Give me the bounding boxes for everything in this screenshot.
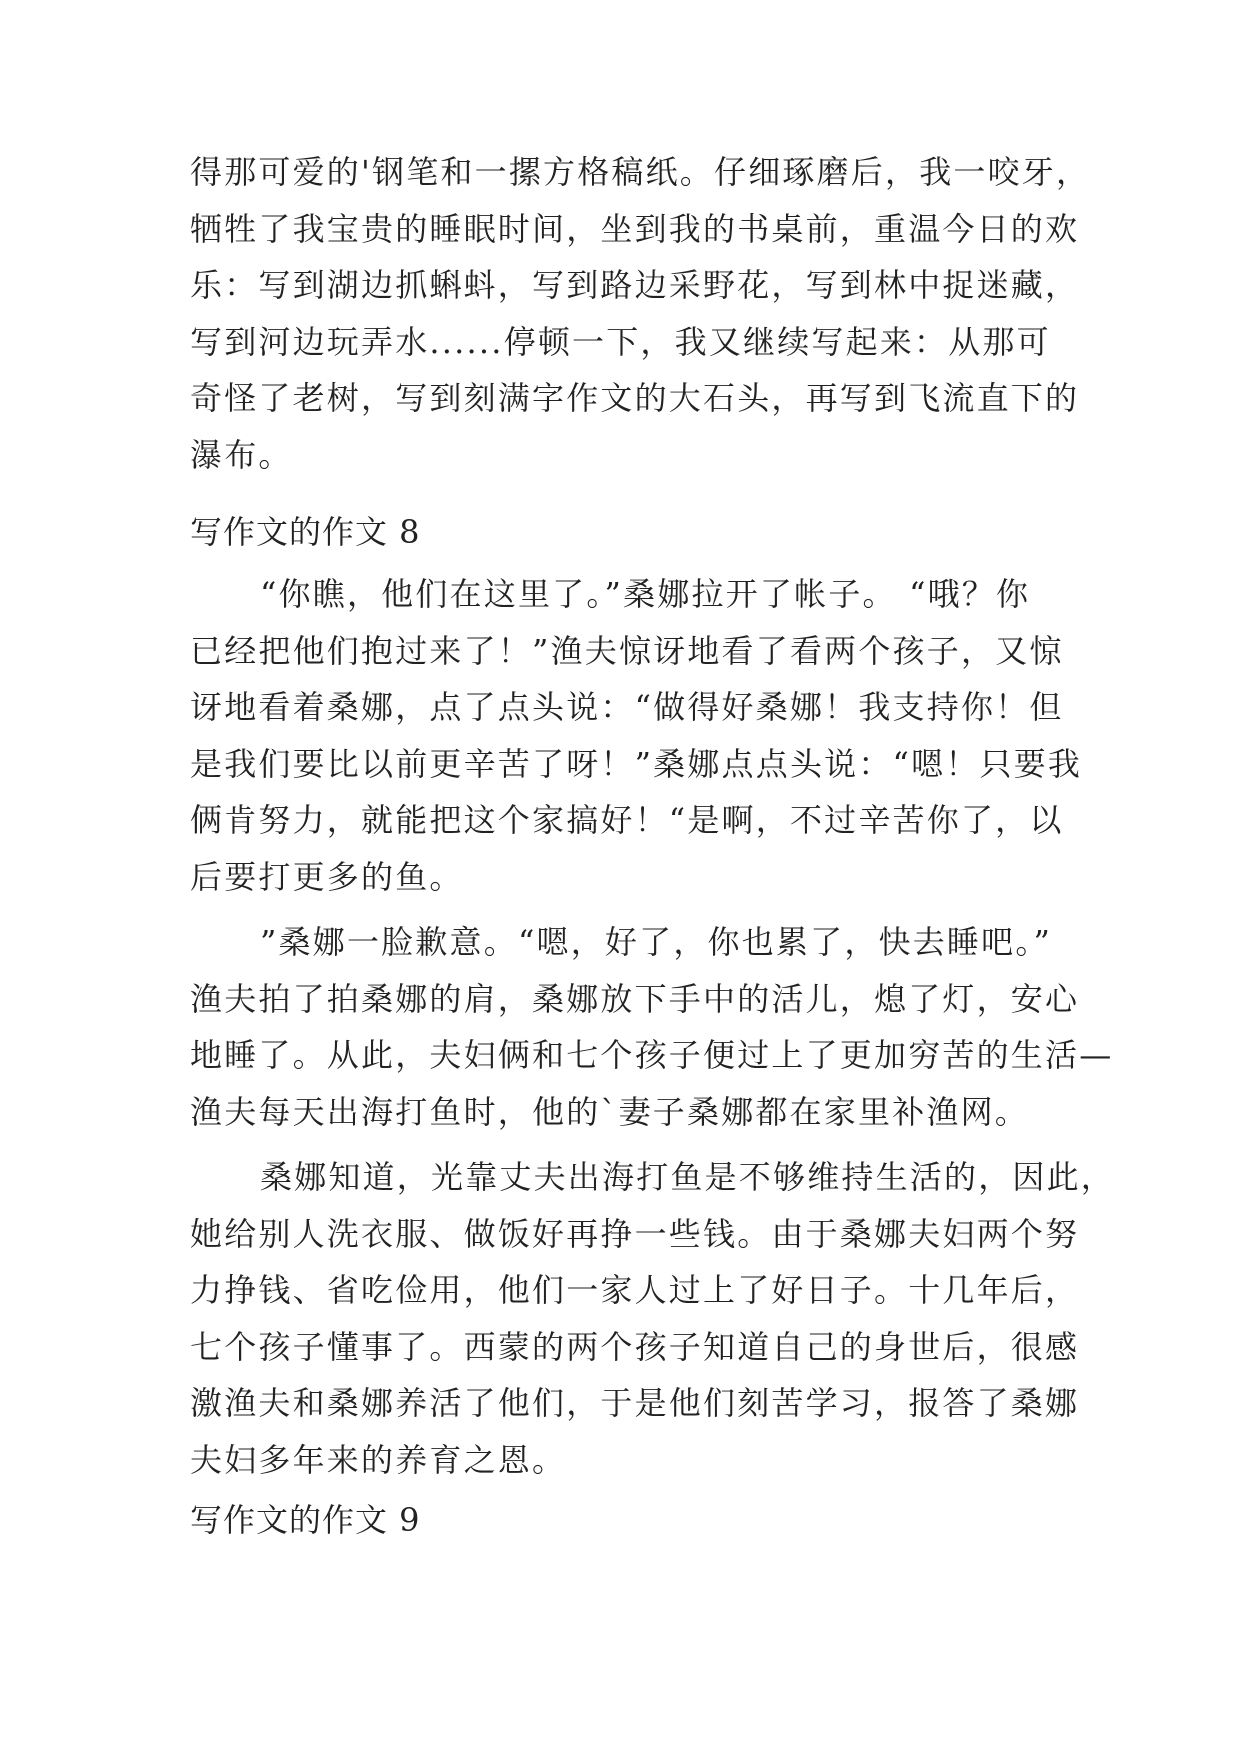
text-line: 奇怪了老树，写到刻满字作文的大石头，再写到飞流直下的 xyxy=(190,379,1080,417)
text-line: 已经把他们抱过来了！”渔夫惊讶地看了看两个孩子，又惊 xyxy=(190,632,1064,670)
text-line: 讶地看着桑娜，点了点头说：“做得好桑娜！我支持你！但 xyxy=(190,688,1064,726)
text-line: 渔夫每天出海打鱼时，他的`妻子桑娜都在家里补渔网。 xyxy=(190,1093,1030,1131)
text-line: 地睡了。从此，夫妇俩和七个孩子便过上了更加穷苦的生活— xyxy=(190,1036,1114,1074)
text-line: 后要打更多的鱼。 xyxy=(190,858,464,896)
text-line: 七个孩子懂事了。西蒙的两个孩子知道自己的身世后，很感 xyxy=(190,1328,1080,1366)
text-line: 是我们要比以前更辛苦了呀！”桑娜点点头说：“嗯！只要我 xyxy=(190,745,1083,783)
text-line: 写到河边玩弄水......停顿一下，我又继续写起来：从那可 xyxy=(190,323,1051,361)
text-line: “你瞧，他们在这里了。”桑娜拉开了帐子。 “哦？你 xyxy=(260,575,1031,613)
text-line: 激渔夫和桑娜养活了他们，于是他们刻苦学习，报答了桑娜 xyxy=(190,1384,1080,1422)
text-line: 俩肯努力，就能把这个家搞好！“是啊，不过辛苦你了，以 xyxy=(190,801,1064,839)
section-heading: 写作文的作文 8 xyxy=(190,513,421,551)
text-line: 乐：写到湖边抓蝌蚪，写到路边采野花，写到林中捉迷藏， xyxy=(190,266,1080,304)
text-line: 夫妇多年来的养育之恩。 xyxy=(190,1441,567,1479)
text-line: 得那可爱的'钢笔和一摞方格稿纸。仔细琢磨后，我一咬牙， xyxy=(190,153,1091,191)
text-line: 渔夫拍了拍桑娜的肩，桑娜放下手中的活儿，熄了灯，安心 xyxy=(190,980,1080,1018)
section-heading: 写作文的作文 9 xyxy=(190,1501,421,1539)
text-line: 桑娜知道，光靠丈夫出海打鱼是不够维持生活的，因此， xyxy=(260,1158,1116,1196)
text-line: 瀑布。 xyxy=(190,436,293,474)
text-line: 力挣钱、省吃俭用，他们一家人过上了好日子。十几年后， xyxy=(190,1271,1080,1309)
text-line: 她给别人洗衣服、做饭好再挣一些钱。由于桑娜夫妇两个努 xyxy=(190,1215,1080,1253)
text-line: 牺牲了我宝贵的睡眠时间，坐到我的书桌前，重温今日的欢 xyxy=(190,210,1080,248)
text-line: ”桑娜一脸歉意。“嗯，好了，你也累了，快去睡吧。” xyxy=(260,923,1053,961)
